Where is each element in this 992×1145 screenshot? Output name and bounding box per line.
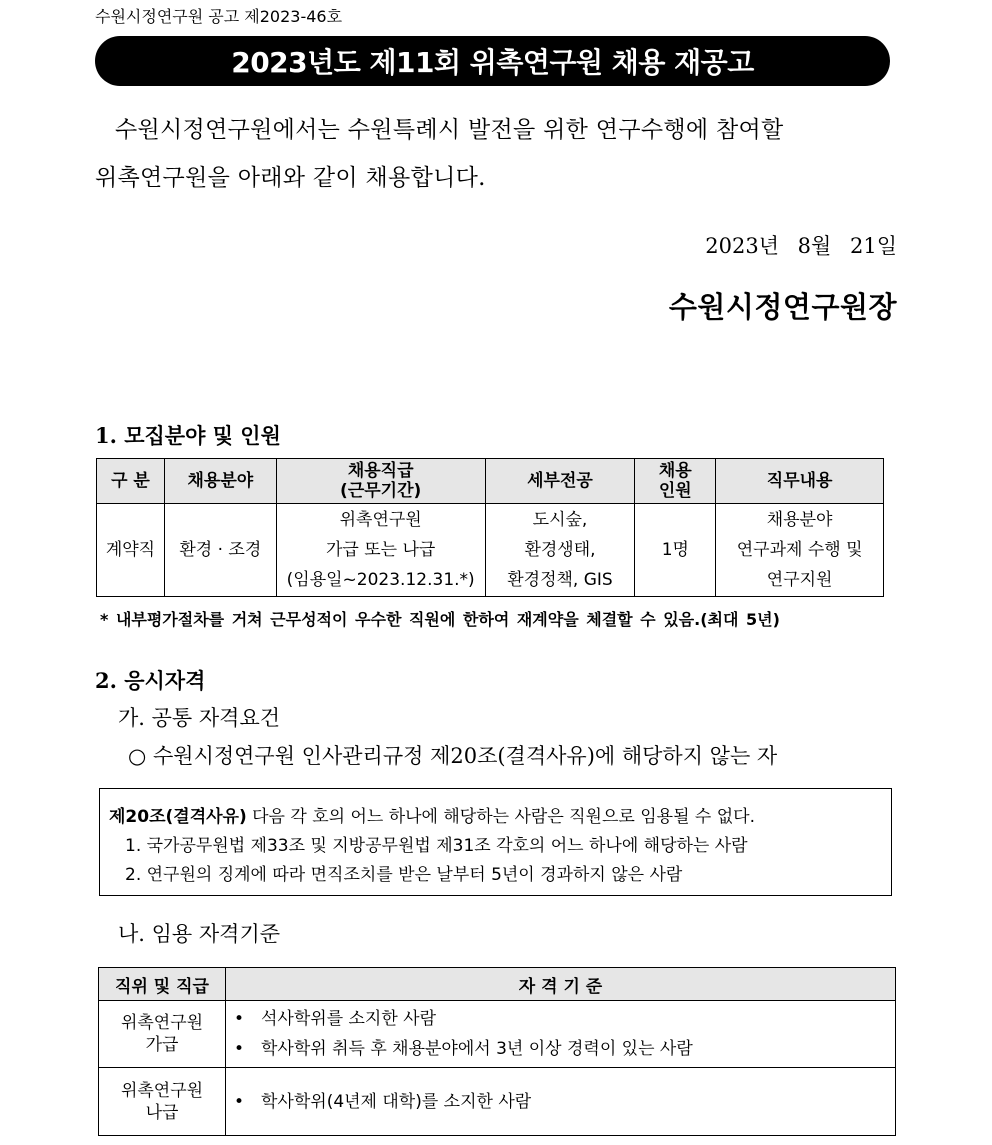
- col-header-major: 세부전공: [485, 459, 635, 504]
- qualification-table: [98, 967, 896, 1136]
- rank-line: 가급: [145, 1035, 179, 1055]
- issuer-name: 수원시정연구원장: [668, 290, 897, 324]
- section-2-heading: 2. 응시자격: [95, 668, 206, 693]
- intro-line-2: 위촉연구원을 아래와 같이 채용합니다.: [95, 165, 486, 191]
- rank-line: 위촉연구원: [120, 1013, 204, 1033]
- cell-rank: [99, 1068, 226, 1136]
- common-requirement-item: ○ 수원시정연구원 인사관리규정 제20조(결격사유)에 해당하지 않는 자: [128, 744, 778, 768]
- major-line: 환경정책, GIS: [507, 570, 613, 590]
- cell-criteria: [226, 1068, 896, 1136]
- table-header-row: [97, 459, 884, 504]
- clause-text: 다음 각 호의 어느 하나에 해당하는 사람은 직원으로 임용될 수 없다.: [246, 807, 755, 827]
- list-item: • 석사학위를 소지한 사람: [261, 1004, 894, 1034]
- duty-line: 연구지원: [766, 570, 833, 590]
- subsection-a-heading: 가. 공통 자격요건: [118, 706, 281, 730]
- cell-criteria: [226, 1001, 896, 1068]
- major-line: 환경생태,: [524, 540, 596, 560]
- cell-count: 1명: [635, 504, 716, 597]
- recontract-footnote: * 내부평가절차를 거쳐 근무성적이 우수한 직원에 한하여 재계약을 체결할 수 있음.(최대 5년): [100, 610, 780, 629]
- col-header-type: 구 분: [97, 459, 165, 504]
- cell-type: 계약직: [97, 504, 165, 597]
- list-item: • 학사학위(4년제 대학)를 소지한 사람: [261, 1087, 894, 1117]
- clause-item: 2. 연구원의 징계에 따라 면직조치를 받은 날부터 5년이 경과하지 않은 사람: [125, 865, 683, 885]
- section-1-heading: 1. 모집분야 및 인원: [95, 423, 281, 448]
- rank-line: 위촉연구원: [120, 1080, 204, 1101]
- title-banner: [95, 36, 890, 86]
- rank-line: 위촉연구원: [339, 510, 422, 530]
- table-row: [97, 504, 884, 597]
- clause-title: 제20조(결격사유): [109, 807, 247, 827]
- criteria-list: [227, 1087, 894, 1117]
- rank-line: 나급: [145, 1102, 179, 1123]
- col-header-duty: 직무내용: [716, 459, 884, 504]
- table-row: [99, 1068, 896, 1136]
- col-header-criteria: 자 격 기 준: [226, 968, 896, 1001]
- cell-duty: [716, 504, 884, 597]
- col-header-rank: 채용직급 (근무기간): [276, 459, 485, 504]
- intro-paragraph: [95, 106, 900, 202]
- duty-line: 채용분야: [766, 510, 833, 530]
- major-line: 도시숲,: [532, 510, 588, 530]
- notice-number: 수원시정연구원 공고 제2023-46호: [95, 7, 343, 26]
- table-header-row: [99, 968, 896, 1001]
- recruitment-table: [96, 458, 884, 597]
- cell-rank: [276, 504, 485, 597]
- page-title: 2023년도 제11회 위촉연구원 채용 재공고: [231, 46, 754, 79]
- notice-date: 2023년 8월 21일: [705, 234, 897, 258]
- cell-field: 환경 · 조경: [164, 504, 276, 597]
- clause-intro: [109, 803, 881, 832]
- intro-line-1: 수원시정연구원에서는 수원특례시 발전을 위한 연구수행에 참여할: [115, 117, 784, 143]
- clause-item: 1. 국가공무원법 제33조 및 지방공무원법 제31조 각호의 어느 하나에 해당하는 사람: [125, 836, 748, 856]
- col-header-rank: 직위 및 직급: [99, 968, 226, 1001]
- col-header-count: 채용 인원: [635, 459, 716, 504]
- cell-rank: [99, 1001, 226, 1068]
- disqualification-clause-box: [99, 788, 892, 896]
- list-item: • 학사학위 취득 후 채용분야에서 3년 이상 경력이 있는 사람: [261, 1034, 894, 1064]
- col-header-field: 채용분야: [164, 459, 276, 504]
- rank-line: 가급 또는 나급: [325, 540, 436, 560]
- criteria-list: [227, 1004, 894, 1064]
- table-row: [99, 1001, 896, 1068]
- duty-line: 연구과제 수행 및: [736, 540, 863, 560]
- cell-major: [485, 504, 635, 597]
- subsection-b-heading: 나. 임용 자격기준: [118, 922, 281, 946]
- rank-line: (임용일~2023.12.31.*): [286, 570, 475, 590]
